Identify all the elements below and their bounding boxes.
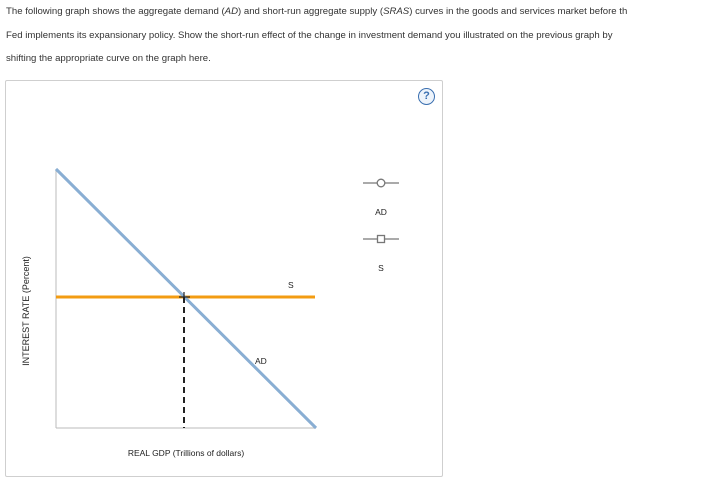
ad-curve-label: AD [255,356,267,366]
sras-abbrev: SRAS [383,6,410,17]
legend-ad-tool[interactable] [363,179,399,187]
graph-canvas[interactable] [6,81,442,476]
legend-s-square-icon [378,236,385,243]
legend-s-tool[interactable] [363,236,399,243]
legend-ad-circle-icon [377,179,385,187]
x-axis-label: REAL GDP (Trillions of dollars) [127,448,245,458]
prompt-line-2: Fed implements its expansionary policy. Show the short-run effect of the change in investment demand you illustrated on the previous graph by [6,29,613,41]
s-curve-label: S [288,280,294,290]
graph-panel [5,80,443,477]
prompt-line-1: The following graph shows the aggregate demand (AD) and short-run aggregate supply (SRAS) curves in the goods and services market before th [6,6,628,17]
legend-ad-label: AD [375,207,387,217]
ad-abbrev: AD [224,6,238,17]
legend-s-label: S [378,263,384,273]
prompt-line-3: shifting the appropriate curve on the graph here. [6,53,211,64]
y-axis-label: INTEREST RATE (Percent) [21,256,31,366]
question-prompt [6,0,722,71]
help-icon[interactable]: ? [418,88,435,105]
